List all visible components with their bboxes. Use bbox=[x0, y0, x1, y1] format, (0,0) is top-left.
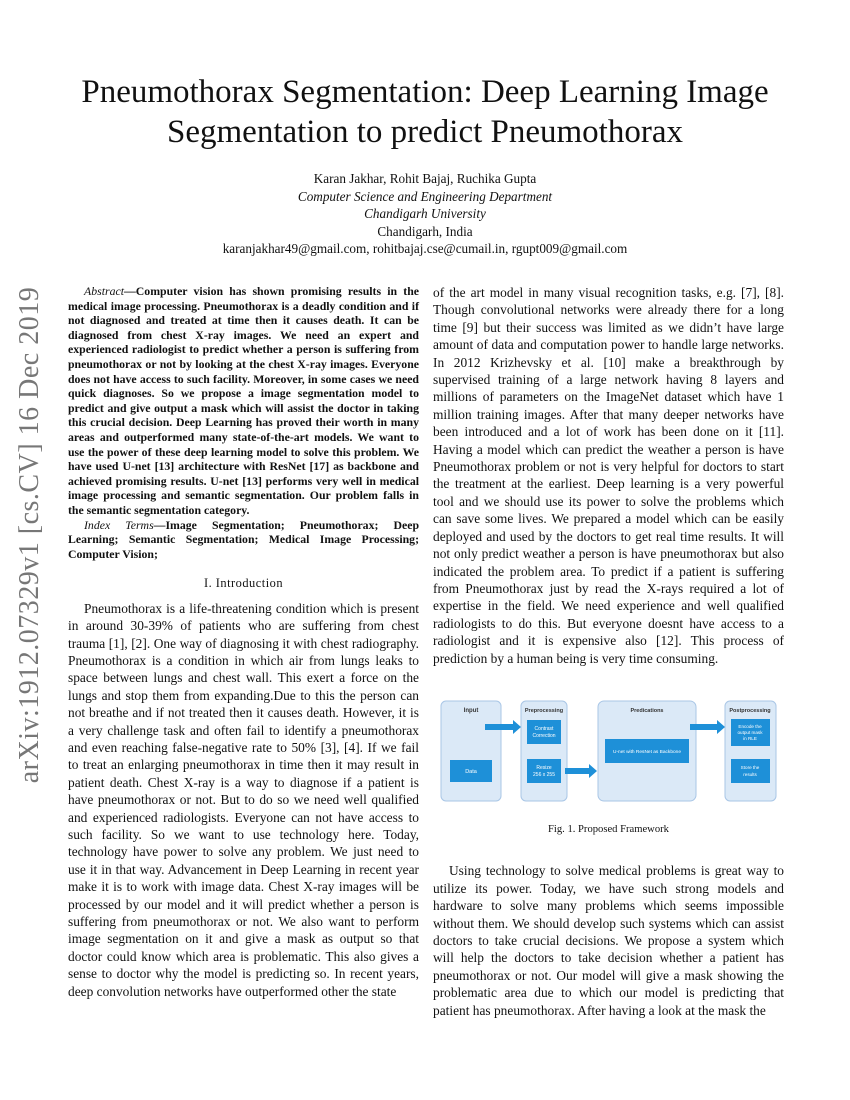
abstract-lead: Abstract bbox=[84, 284, 124, 298]
abstract-text: —Computer vision has shown promising results in the medical image processing. Pneumothorax is a deadly condition and if not diagnosed and treated at time then it causes death. It can be diagnosed from chest X-ray images. We need an expert and experienced radiologist to predict whether a person is suffering from pneumothorax or not by looking at the chest X-ray images. Everyone does not have access to such facility. Moreover, in some cases we need quick diagnoses. So we propose a image segmentation model to predict and give output a mask which will assist the doctor in taking this crucial decision. Deep Learning has proved their worth in many areas and outperformed many state-of-the-art models. We want to use the power of these deep learning model to solve this problem. We have used U-net [13] architecture with ResNet [17] as backbone and achieved promising results. U-net [13] performs very well in medical image processing and semantic segmentation. Our problem falls in the semantic segmentation category. bbox=[68, 284, 419, 517]
contrast-correction-label-2: Correction bbox=[532, 732, 556, 739]
index-terms-text: —Image Segmentation; Pneumothorax; Deep Learning; Semantic Segmentation; Medical Image Processing; Computer Vision; bbox=[68, 517, 420, 561]
author-emails: karanjakhar49@gmail.com, rohitbajaj.cse@cumail.in, rgupt009@gmail.com bbox=[222, 241, 628, 256]
paper-title: Pneumothorax Segmentation: Deep Learning Image Segmentation to predict Pneumothorax bbox=[81, 74, 769, 150]
author-names: Karan Jakhar, Rohit Bajaj, Ruchika Gupta bbox=[313, 171, 537, 186]
encode-rle-label-3: in RLE bbox=[743, 735, 757, 741]
arxiv-sidebar bbox=[4, 286, 56, 784]
intro-paragraph-2: Using technology to solve medical problems is great way to utilize its power. Today, we have such strong models and hardware to solve many problems which seems impossible without them. We should develop such systems which can assist doctors to take crucial decisions. We propose a system which will help the doctors to take decision whether a patient has pneumothorax or not. Our model will give a mask showing the problematic area due to which our model is predicting that patient has pneumothorax. After having a look at the mask the bbox=[433, 863, 784, 1018]
intro-paragraph-1-continued: of the art model in many visual recognition tasks, e.g. [7], [8]. Though convolutional networks were already there for a long time [9] but their success was limited as we didn’t have large amount of data and computation power to handle large networks. In 2012 Krizhevsky et al. [10] make a breakthrough by supervised training of a large network having 8 layers and millions of parameters on the ImageNet dataset which have 1 million training images. After that many deeper networks have been introduced and a lot of work has been done on it [11]. Having a model which can predict the weather a person is have Pneumothorax problem or not is very helpful for doctors to start the treatment at the earliest. Deep learning is a very powerful tool and we should use its power to solve the problems which can save some lives. We prepared a model which can be easily deployed and used by the doctors to get real time results. It will not only predict weather a person is have pneumothorax but also indicated the problem area. To predict if a patient is suffering from Pneumothorax just by read the X-rays required a lot of expertise in the field. We need experience and well qualified radiologists to do this. But everyone doesnt have access to a radiologist and it is expensive also [12]. This process of prediction by a human being is very time consuming. bbox=[433, 285, 784, 666]
left-column bbox=[68, 284, 419, 1000]
arrow-resize-to-predications bbox=[565, 764, 597, 778]
section-heading-introduction: I. Introduction bbox=[203, 576, 284, 591]
store-results-label-1: Store the bbox=[740, 764, 760, 770]
postprocessing-panel bbox=[725, 701, 776, 801]
resize-label-1: Resize bbox=[536, 764, 552, 771]
predications-panel bbox=[598, 701, 696, 801]
predications-panel-title: Predications bbox=[630, 707, 664, 714]
preprocessing-panel-title: Preprocessing bbox=[524, 707, 564, 714]
store-results-label-2: results bbox=[743, 771, 757, 777]
framework-figure bbox=[433, 697, 784, 815]
index-terms-lead: Index Terms bbox=[84, 517, 154, 532]
contrast-correction-label-1: Contrast bbox=[534, 725, 554, 732]
postprocessing-panel-title: Postprocessing bbox=[729, 707, 771, 714]
author-department: Computer Science and Engineering Department bbox=[297, 188, 553, 204]
preprocessing-panel bbox=[521, 701, 567, 801]
abstract bbox=[68, 284, 419, 518]
right-column bbox=[433, 284, 784, 1019]
store-results-box bbox=[731, 759, 770, 783]
author-location: Chandigarh, India bbox=[377, 223, 473, 239]
resize-box bbox=[527, 759, 561, 783]
input-panel bbox=[441, 701, 501, 801]
contrast-correction-box bbox=[527, 720, 561, 744]
index-terms bbox=[68, 518, 419, 562]
arxiv-identifier: arXiv:1912.07329v1 [cs.CV] 16 Dec 2019 bbox=[14, 286, 45, 784]
resize-label-2: 256 x 255 bbox=[533, 771, 555, 778]
input-panel-title: Input bbox=[463, 707, 479, 714]
unet-resnet-label: U-net with ResNet as Backbone bbox=[613, 749, 681, 755]
figure-caption: Fig. 1. Proposed Framework bbox=[548, 823, 669, 835]
author-block bbox=[100, 170, 750, 258]
encode-rle-label-2: output mask bbox=[737, 729, 763, 735]
data-box-label: Data bbox=[465, 768, 477, 775]
author-university: Chandigarh University bbox=[364, 206, 486, 221]
encode-rle-label-1: Encode the bbox=[738, 723, 762, 729]
intro-paragraph-1: Pneumothorax is a life-threatening condition which is present in around 30-39% of patients who are suffering from chest trauma [1], [2]. One way of diagnosing it with chest radiography. Pneumothorax is a condition in which air from lungs leaks to space between lungs and chest wall. This exert a force on the lungs and stop them from expanding.Due to this the person can not breathe and if not treated then it causes death. However, it is a very challenge task and often fail to identify a pneumothorax and even reaching false-negative rate to 50% [3], [4]. If we fail to treat an enlarging pneumothorax in time then it may result in patient death. Chest X-ray is a way to diagnose if a patient is have pneumothorax or not. But to do so we need well qualified and experienced radiologists. Everyone can not have access to such facility. So we want to use technology here. Today, technology have power to solve any problem. We just need to use it in that way. Advancement in Deep Learning in recent year make it is to work with image data. Chest X-ray images will be processed by our model and it will predict whether a person is suffering from pneumothorax or not. We also want to perform image segmentation on it and give a mask as output so that doctor could know which area is problematic. This also gives a sense to doctor why the model is predicting so. In recent years, deep convolution networks have outperformed other the state bbox=[68, 600, 419, 999]
